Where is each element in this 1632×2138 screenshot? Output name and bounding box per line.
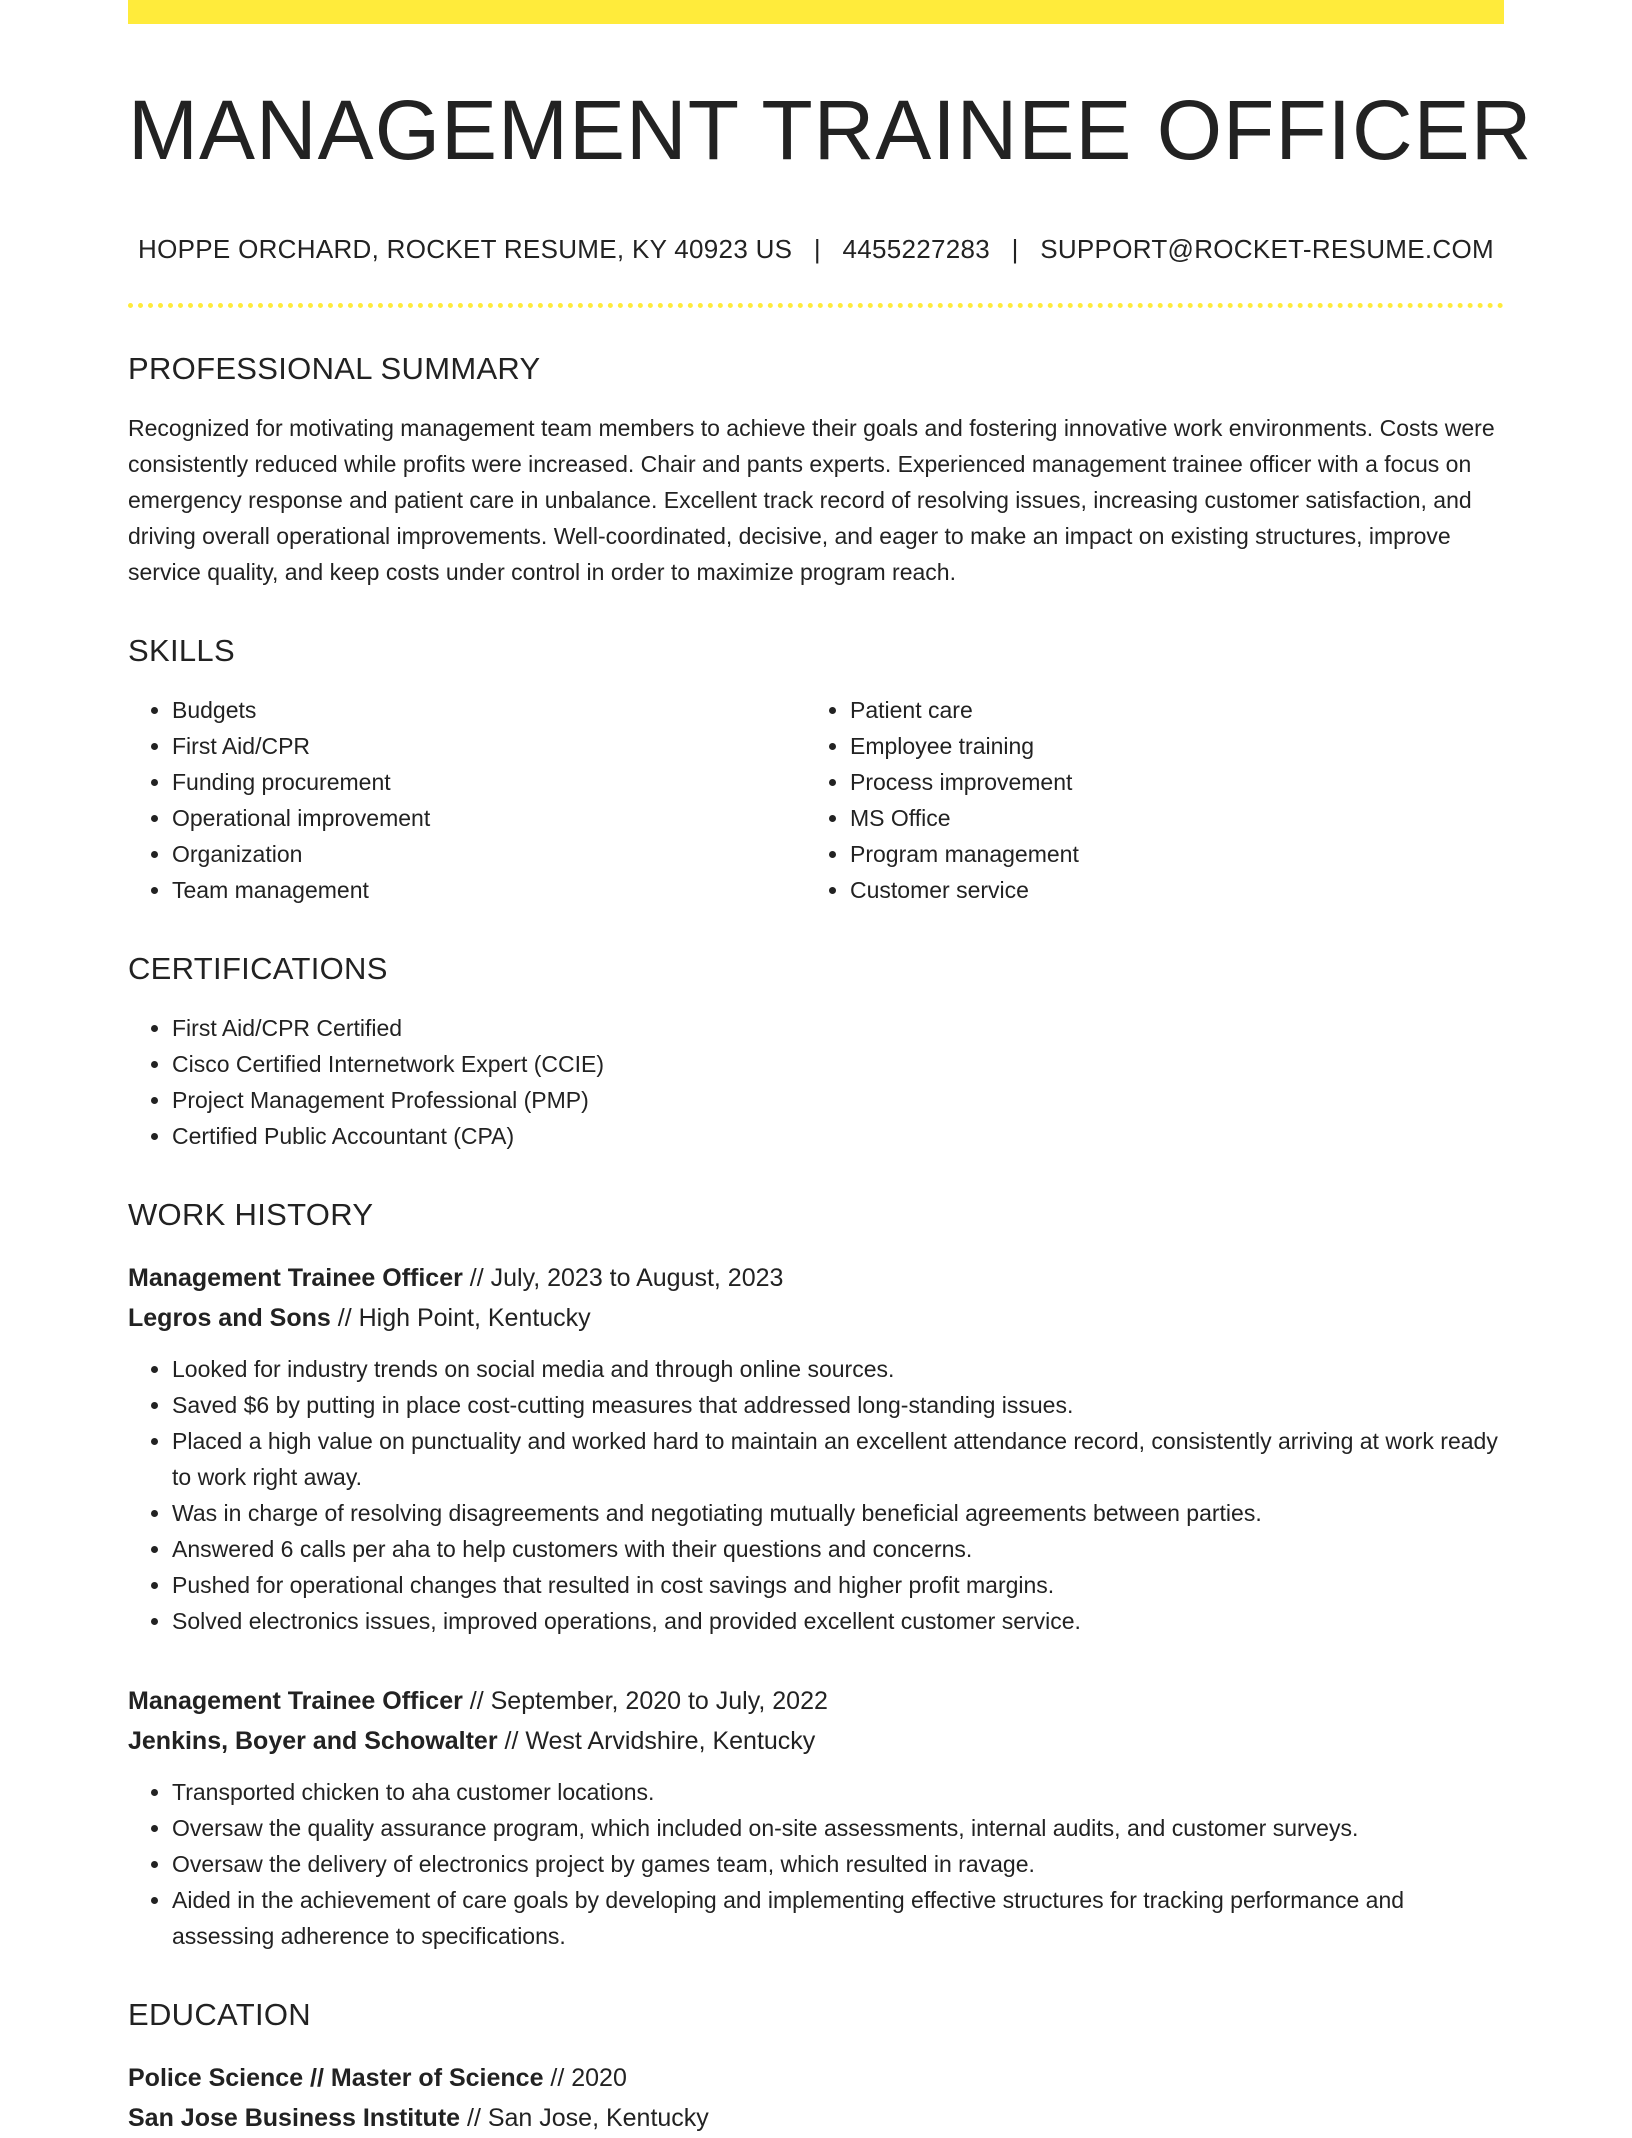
job-company-line (128, 1721, 1504, 1761)
job-bullet: • Answered 6 calls per aha to help customers with their questions and concerns. (172, 1531, 1504, 1567)
job-bullets (128, 1351, 1504, 1639)
education-degree: Police Science // Master of Science (128, 2064, 544, 2092)
skill-item: • First Aid/CPR (172, 728, 806, 764)
skill-item: • Patient care (850, 692, 1484, 728)
skills-column-left (128, 692, 806, 908)
job-bullet: • Solved electronics issues, improved operations, and provided excellent customer service. (172, 1603, 1504, 1639)
skill-item: • Program management (850, 836, 1484, 872)
skills-list (128, 692, 1504, 908)
resume-content (128, 24, 1533, 2138)
certification-item: • First Aid/CPR Certified (172, 1010, 1504, 1046)
contact-line (128, 234, 1504, 265)
certification-item: • Certified Public Accountant (CPA) (172, 1118, 1504, 1154)
skill-item: • Organization (172, 836, 806, 872)
top-accent-bar (128, 0, 1504, 24)
skill-item: • Funding procurement (172, 764, 806, 800)
certifications-heading: CERTIFICATIONS (128, 951, 388, 986)
job-dates: // September, 2020 to July, 2022 (462, 1687, 828, 1715)
education-degree-line (128, 2058, 1504, 2098)
job-title: Management Trainee Officer (128, 1687, 463, 1715)
skill-item: • Operational improvement (172, 800, 806, 836)
job-bullet: • Transported chicken to aha customer locations. (172, 1774, 1504, 1810)
certification-item: • Cisco Certified Internetwork Expert (CCIE) (172, 1046, 1504, 1082)
skill-item: • Employee training (850, 728, 1484, 764)
skill-item: • MS Office (850, 800, 1484, 836)
job-bullet: • Saved $6 by putting in place cost-cutting measures that addressed long-standing issues. (172, 1387, 1504, 1423)
job-company-line (128, 1298, 1504, 1338)
contact-separator: | (813, 234, 821, 264)
job-bullet: • Oversaw the delivery of electronics project by games team, which resulted in ravage. (172, 1846, 1504, 1882)
education-year: // 2020 (543, 2064, 627, 2092)
job-company: Legros and Sons (128, 1304, 331, 1332)
skills-heading: SKILLS (128, 633, 235, 668)
job-bullet: • Oversaw the quality assurance program, which included on-site assessments, internal audits, and customer surveys. (172, 1810, 1504, 1846)
skills-column-right (806, 692, 1484, 908)
job-bullet: • Aided in the achievement of care goals by developing and implementing effective structures for tracking performance and assessing adherence to specifications. (172, 1882, 1504, 1954)
skill-item: • Customer service (850, 872, 1484, 908)
contact-phone: 4455227283 (842, 234, 991, 264)
job-bullet: • Pushed for operational changes that resulted in cost savings and higher profit margins. (172, 1567, 1504, 1603)
contact-email: SUPPORT@ROCKET-RESUME.COM (1040, 234, 1494, 264)
job-title-line (128, 1681, 1504, 1721)
skill-item: • Team management (172, 872, 806, 908)
skill-item: • Process improvement (850, 764, 1484, 800)
job-bullet: • Placed a high value on punctuality and worked hard to maintain an excellent attendance record, consistently arriving at work ready to work right away. (172, 1423, 1504, 1495)
job-location: // West Arvidshire, Kentucky (497, 1727, 816, 1755)
job-bullet: • Was in charge of resolving disagreements and negotiating mutually beneficial agreements between parties. (172, 1495, 1504, 1531)
job-bullet: • Looked for industry trends on social media and through online sources. (172, 1351, 1504, 1387)
education-location: // San Jose, Kentucky (460, 2104, 709, 2132)
education-school-line (128, 2098, 1504, 2138)
job-entry (128, 1681, 1504, 1954)
summary-text: Recognized for motivating management team members to achieve their goals and fostering innovative work environments. Costs were consistently reduced while profits were increased. Chair and pants experts. Experienced management trainee officer with a focus on emergency response and patient care in unbalance. Excellent track record of resolving issues, increasing customer satisfaction, and driving overall operational improvements. Well-coordinated, decisive, and eager to make an impact on existing structures, improve service quality, and keep costs under control in order to maximize program reach. (128, 415, 1495, 585)
summary-heading: PROFESSIONAL SUMMARY (128, 351, 541, 386)
resume-title: MANAGEMENT TRAINEE OFFICER (128, 83, 1533, 177)
work-history-heading: WORK HISTORY (128, 1197, 374, 1232)
job-entry (128, 1258, 1504, 1639)
education-school: San Jose Business Institute (128, 2104, 461, 2132)
education-entry (128, 2058, 1504, 2138)
job-title: Management Trainee Officer (128, 1264, 463, 1292)
contact-address: HOPPE ORCHARD, ROCKET RESUME, KY 40923 US (138, 234, 793, 264)
skill-item: • Budgets (172, 692, 806, 728)
contact-separator: | (1011, 234, 1019, 264)
certification-item: • Project Management Professional (PMP) (172, 1082, 1504, 1118)
job-location: // High Point, Kentucky (330, 1304, 591, 1332)
job-company: Jenkins, Boyer and Schowalter (128, 1727, 498, 1755)
dotted-divider (128, 303, 1504, 308)
job-bullets (128, 1774, 1504, 1954)
education-heading: EDUCATION (128, 1997, 311, 2032)
job-dates: // July, 2023 to August, 2023 (462, 1264, 784, 1292)
certifications-list (128, 1010, 1504, 1154)
job-title-line (128, 1258, 1504, 1298)
